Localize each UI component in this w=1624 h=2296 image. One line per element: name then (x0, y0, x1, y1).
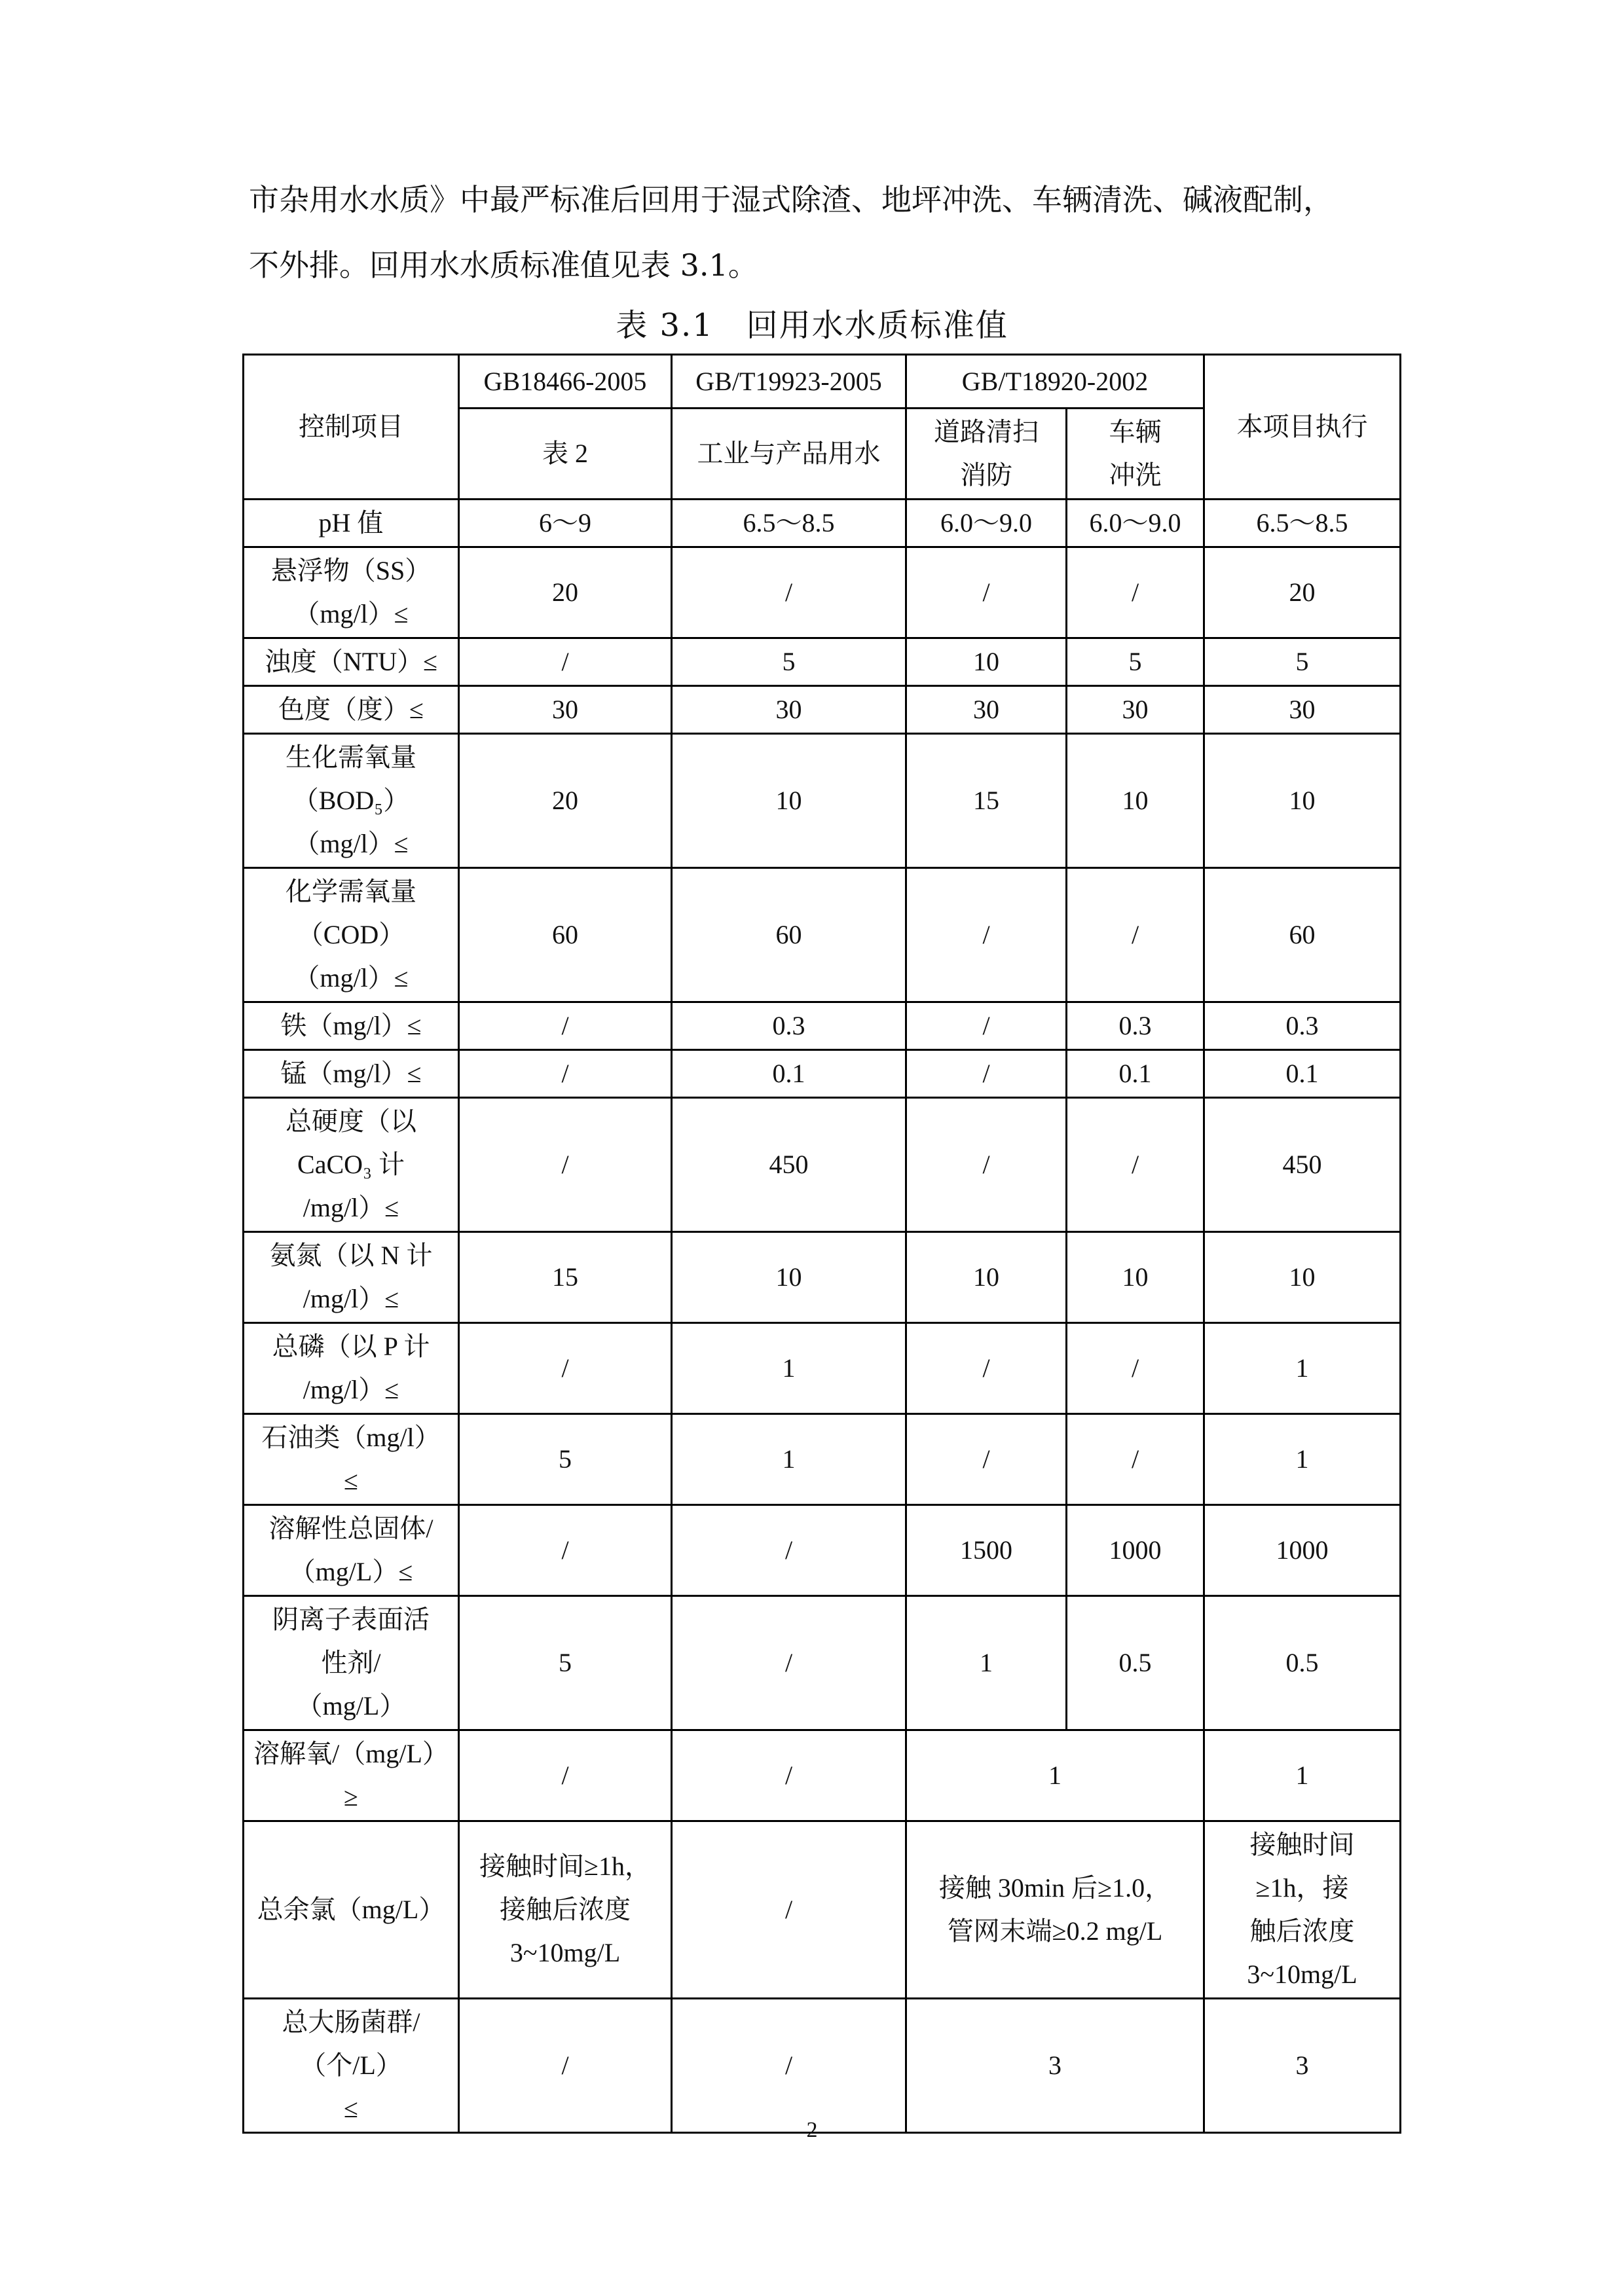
row-item-cell: pH 值 (244, 500, 459, 547)
table-row (244, 1730, 1401, 1821)
header-row (244, 355, 1401, 409)
table-row (244, 1821, 1401, 1999)
row-item-cell: 生化需氧量 （BOD₅） （mg/l）≤ (244, 734, 459, 868)
table-row (244, 547, 1401, 638)
table-row (244, 638, 1401, 686)
value-cell: / (1067, 1414, 1204, 1505)
value-cell: 30 (1067, 686, 1204, 734)
table-row (244, 1999, 1401, 2133)
value-cell: / (459, 1323, 672, 1414)
value-cell: 6～9 (459, 500, 672, 547)
value-cell: 接触时间≥1h， 接触后浓度 3~10mg/L (459, 1821, 672, 1999)
table-caption: 表 3.1 回用水水质标准值 (616, 307, 1008, 344)
value-cell: 5 (459, 1596, 672, 1730)
table-row (244, 1596, 1401, 1730)
row-item-cell: 总磷（以 P 计 /mg/l）≤ (244, 1323, 459, 1414)
value-cell: 30 (1204, 686, 1401, 734)
subheader-cell-vehicle: 车辆 冲洗 (1067, 409, 1204, 500)
value-cell: 15 (459, 1232, 672, 1323)
value-cell: 6.0～9.0 (1067, 500, 1204, 547)
value-cell: / (459, 1505, 672, 1596)
value-cell: 30 (459, 686, 672, 734)
value-cell: / (459, 638, 672, 686)
merged-value-cell: 3 (906, 1999, 1204, 2133)
paragraph-line-1: 市杂用水水质》中最严标准后回用于湿式除渣、地坪冲洗、车辆清洗、碱液配制， (249, 182, 1333, 217)
value-cell: 0.1 (672, 1050, 906, 1098)
row-item-cell: 总大肠菌群/ （个/L） ≤ (244, 1999, 459, 2133)
value-cell: / (906, 1002, 1067, 1050)
value-cell: 接触时间 ≥1h，接 触后浓度 3~10mg/L (1204, 1821, 1401, 1999)
value-cell: / (672, 1596, 906, 1730)
value-cell: 5 (672, 638, 906, 686)
value-cell: 3 (1204, 1999, 1401, 2133)
subheader-cell-gb18466: 表 2 (459, 409, 672, 500)
row-item-cell: 石油类（mg/l） ≤ (244, 1414, 459, 1505)
row-item-cell: 总余氯（mg/L） (244, 1821, 459, 1999)
row-item-cell: 化学需氧量 （COD） （mg/l）≤ (244, 868, 459, 1002)
header-cell-gb18920: GB/T18920-2002 (906, 355, 1204, 409)
value-cell: / (1067, 547, 1204, 638)
value-cell: 450 (672, 1098, 906, 1232)
table-row (244, 500, 1401, 547)
page-number: 2 (806, 2118, 818, 2142)
value-cell: 10 (906, 1232, 1067, 1323)
row-item-cell: 悬浮物（SS） （mg/l）≤ (244, 547, 459, 638)
value-cell: / (459, 1999, 672, 2133)
value-cell: / (906, 868, 1067, 1002)
value-cell: 60 (459, 868, 672, 1002)
table-row (244, 1002, 1401, 1050)
value-cell: 0.5 (1204, 1596, 1401, 1730)
value-cell: / (672, 547, 906, 638)
value-cell: 1 (672, 1414, 906, 1505)
row-item-cell: 氨氮（以 N 计 /mg/l）≤ (244, 1232, 459, 1323)
value-cell: / (906, 1098, 1067, 1232)
table-row (244, 1505, 1401, 1596)
value-cell: / (906, 1323, 1067, 1414)
value-cell: 5 (1204, 638, 1401, 686)
value-cell: 1 (1204, 1414, 1401, 1505)
value-cell: 60 (1204, 868, 1401, 1002)
table-row (244, 1050, 1401, 1098)
value-cell: 10 (672, 734, 906, 868)
value-cell: 10 (1204, 734, 1401, 868)
row-item-cell: 铁（mg/l）≤ (244, 1002, 459, 1050)
value-cell: / (1067, 1323, 1204, 1414)
table-row (244, 1098, 1401, 1232)
table-row (244, 868, 1401, 1002)
body-paragraph (249, 167, 1428, 298)
value-cell: 0.3 (1204, 1002, 1401, 1050)
value-cell: 5 (1067, 638, 1204, 686)
header-cell-gb19923: GB/T19923-2005 (672, 355, 906, 409)
value-cell: 10 (1067, 734, 1204, 868)
value-cell: 450 (1204, 1098, 1401, 1232)
value-cell: 30 (906, 686, 1067, 734)
table-row (244, 1414, 1401, 1505)
value-cell: / (1067, 1098, 1204, 1232)
value-cell: / (906, 1050, 1067, 1098)
value-cell: 20 (1204, 547, 1401, 638)
value-cell: 1 (906, 1596, 1067, 1730)
row-item-cell: 总硬度（以 CaCO₃ 计 /mg/l）≤ (244, 1098, 459, 1232)
value-cell: 60 (672, 868, 906, 1002)
table-row (244, 734, 1401, 868)
value-cell: 0.3 (1067, 1002, 1204, 1050)
value-cell: 1 (1204, 1323, 1401, 1414)
row-item-cell: 锰（mg/l）≤ (244, 1050, 459, 1098)
value-cell: 5 (459, 1414, 672, 1505)
value-cell: 10 (1067, 1232, 1204, 1323)
row-item-cell: 色度（度）≤ (244, 686, 459, 734)
merged-value-cell: 接触 30min 后≥1.0， 管网末端≥0.2 mg/L (906, 1821, 1204, 1999)
value-cell: 1500 (906, 1505, 1067, 1596)
value-cell: 1000 (1067, 1505, 1204, 1596)
row-item-cell: 浊度（NTU）≤ (244, 638, 459, 686)
table-row (244, 1323, 1401, 1414)
value-cell: 0.5 (1067, 1596, 1204, 1730)
value-cell: / (906, 1414, 1067, 1505)
value-cell: 0.1 (1204, 1050, 1401, 1098)
value-cell: / (459, 1050, 672, 1098)
value-cell: 20 (459, 547, 672, 638)
value-cell: 6.5～8.5 (1204, 500, 1401, 547)
value-cell: 10 (1204, 1232, 1401, 1323)
subheader-cell-gb19923: 工业与产品用水 (672, 409, 906, 500)
value-cell: 1 (1204, 1730, 1401, 1821)
value-cell: 0.1 (1067, 1050, 1204, 1098)
row-item-cell: 阴离子表面活 性剂/ （mg/L） (244, 1596, 459, 1730)
value-cell: 20 (459, 734, 672, 868)
value-cell: / (459, 1098, 672, 1232)
value-cell: 30 (672, 686, 906, 734)
value-cell: / (459, 1002, 672, 1050)
value-cell: / (906, 547, 1067, 638)
value-cell: / (672, 1730, 906, 1821)
merged-value-cell: 1 (906, 1730, 1204, 1821)
paragraph-line-2: 不外排。回用水水质标准值见表 3.1。 (249, 247, 758, 283)
value-cell: 15 (906, 734, 1067, 868)
row-item-cell: 溶解氧/（mg/L） ≥ (244, 1730, 459, 1821)
value-cell: / (672, 1999, 906, 2133)
value-cell: 0.3 (672, 1002, 906, 1050)
table-row (244, 686, 1401, 734)
header-cell-project: 本项目执行 (1204, 355, 1401, 500)
header-cell-gb18466: GB18466-2005 (459, 355, 672, 409)
value-cell: 6.0～9.0 (906, 500, 1067, 547)
water-quality-standards-table (242, 354, 1401, 2134)
value-cell: / (672, 1505, 906, 1596)
value-cell: / (672, 1821, 906, 1999)
value-cell: 1000 (1204, 1505, 1401, 1596)
table-row (244, 1232, 1401, 1323)
value-cell: / (459, 1730, 672, 1821)
subheader-cell-road: 道路清扫 消防 (906, 409, 1067, 500)
value-cell: / (1067, 868, 1204, 1002)
value-cell: 10 (906, 638, 1067, 686)
value-cell: 1 (672, 1323, 906, 1414)
value-cell: 6.5～8.5 (672, 500, 906, 547)
header-cell-item: 控制项目 (244, 355, 459, 500)
row-item-cell: 溶解性总固体/ （mg/L）≤ (244, 1505, 459, 1596)
value-cell: 10 (672, 1232, 906, 1323)
